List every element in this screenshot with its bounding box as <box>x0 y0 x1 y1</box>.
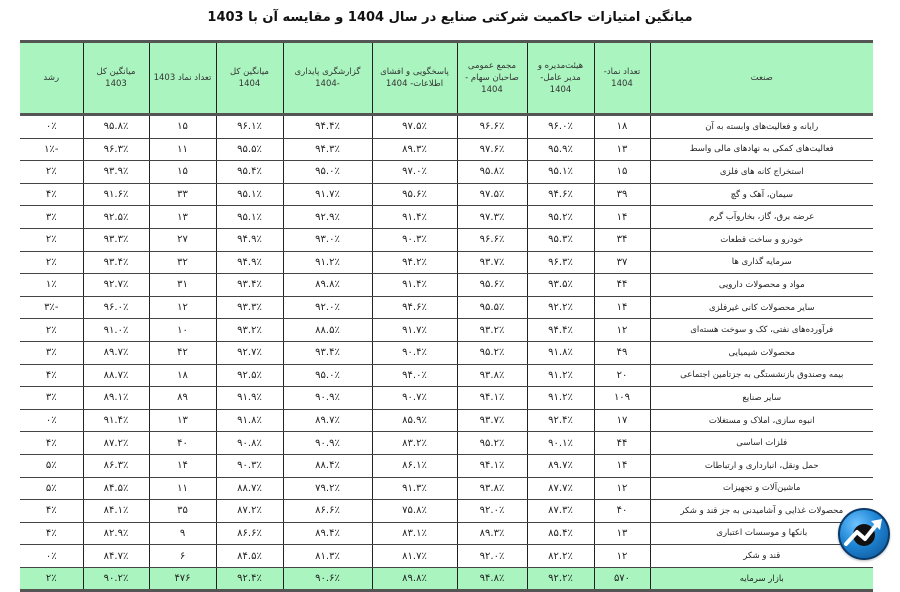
count-1403-cell: ۸۹ <box>149 387 216 410</box>
avg-1403-cell: ۸۴.۷٪ <box>83 545 149 568</box>
growth-cell: ۴٪ <box>20 500 83 523</box>
growth-cell: ۵٪ <box>20 454 83 477</box>
avg-1404-cell: ۸۶.۶٪ <box>216 522 283 545</box>
count-1403-cell: ۲۷ <box>149 228 216 251</box>
avg-1404-cell: ۹۳.۳٪ <box>216 296 283 319</box>
agm-cell: ۹۳.۸٪ <box>457 364 527 387</box>
board-cell: ۹۴.۴٪ <box>527 319 594 342</box>
board-cell: ۹۲.۲٪ <box>527 296 594 319</box>
count-1403-cell: ۱۲ <box>149 296 216 319</box>
table-row <box>20 296 873 319</box>
industry-cell: فلزات اساسی <box>650 432 873 455</box>
count-1403-cell: ۱۱ <box>149 138 216 161</box>
agm-cell: ۹۵.۵٪ <box>457 296 527 319</box>
table-row <box>20 341 873 364</box>
brand-logo <box>838 508 890 560</box>
count-1404-cell: ۴۴ <box>594 274 650 297</box>
table-row <box>20 138 873 161</box>
agm-cell: ۸۹.۳٪ <box>457 522 527 545</box>
disclosure-cell: ۹۰.۴٪ <box>372 341 457 364</box>
table-row <box>20 251 873 274</box>
governance-scores-table <box>20 40 873 592</box>
agm-cell: ۹۵.۲٪ <box>457 341 527 364</box>
table-row <box>20 161 873 184</box>
avg-1404-cell: ۹۴.۹٪ <box>216 251 283 274</box>
count-1403-cell: ۳۲ <box>149 251 216 274</box>
board-cell: ۸۲.۲٪ <box>527 545 594 568</box>
agm-cell: ۹۳.۸٪ <box>457 477 527 500</box>
avg-1404-cell: ۹۲.۴٪ <box>216 567 283 591</box>
board-cell: ۹۵.۹٪ <box>527 138 594 161</box>
avg-1403-cell: ۸۲.۹٪ <box>83 522 149 545</box>
col-count-1404: تعداد نماد- 1404 <box>594 42 650 115</box>
count-1403-cell: ۱۸ <box>149 364 216 387</box>
agm-cell: ۹۷.۶٪ <box>457 138 527 161</box>
industry-cell: حمل ونقل، انبارداری و ارتباطات <box>650 454 873 477</box>
growth-cell: ۰٪ <box>20 115 83 139</box>
avg-1404-cell: ۹۳.۴٪ <box>216 274 283 297</box>
avg-1403-cell: ۹۳.۴٪ <box>83 251 149 274</box>
avg-1403-cell: ۸۶.۳٪ <box>83 454 149 477</box>
avg-1404-cell: ۹۵.۱٪ <box>216 206 283 229</box>
board-cell: ۸۷.۳٪ <box>527 500 594 523</box>
avg-1403-cell: ۹۵.۸٪ <box>83 115 149 139</box>
sustainability-cell: ۹۳.۴٪ <box>283 341 372 364</box>
growth-cell: ۰٪ <box>20 409 83 432</box>
sustainability-cell: ۸۹.۸٪ <box>283 274 372 297</box>
table-row <box>20 364 873 387</box>
col-avg-1404: میانگین کل 1404 <box>216 42 283 115</box>
disclosure-cell: ۸۱.۷٪ <box>372 545 457 568</box>
industry-cell: مواد و محصولات دارویی <box>650 274 873 297</box>
col-agm-1404: مجمع عمومی صاحبان سهام - 1404 <box>457 42 527 115</box>
avg-1404-cell: ۸۴.۵٪ <box>216 545 283 568</box>
avg-1403-cell: ۹۶.۰٪ <box>83 296 149 319</box>
growth-cell: ۲٪ <box>20 567 83 591</box>
avg-1404-cell: ۸۷.۲٪ <box>216 500 283 523</box>
table-row <box>20 274 873 297</box>
agm-cell: ۹۲.۰٪ <box>457 545 527 568</box>
avg-1404-cell: ۹۶.۱٪ <box>216 115 283 139</box>
trend-up-arrow-icon <box>840 510 888 558</box>
avg-1403-cell: ۸۷.۲٪ <box>83 432 149 455</box>
agm-cell: ۹۴.۱٪ <box>457 387 527 410</box>
disclosure-cell: ۹۱.۴٪ <box>372 274 457 297</box>
agm-cell: ۹۵.۲٪ <box>457 432 527 455</box>
disclosure-cell: ۹۵.۶٪ <box>372 183 457 206</box>
disclosure-cell: ۹۴.۶٪ <box>372 296 457 319</box>
count-1403-cell: ۳۱ <box>149 274 216 297</box>
table-row <box>20 522 873 545</box>
count-1404-cell: ۴۴ <box>594 432 650 455</box>
growth-cell: ۲٪ <box>20 319 83 342</box>
board-cell: ۹۲.۴٪ <box>527 409 594 432</box>
disclosure-cell: ۸۳.۱٪ <box>372 522 457 545</box>
growth-cell: ۳٪ <box>20 341 83 364</box>
sustainability-cell: ۸۱.۳٪ <box>283 545 372 568</box>
industry-cell: ماشین‌آلات و تجهیزات <box>650 477 873 500</box>
avg-1404-cell: ۹۵.۵٪ <box>216 138 283 161</box>
table-row <box>20 454 873 477</box>
count-1403-cell: ۳۳ <box>149 183 216 206</box>
industry-cell: خودرو و ساخت قطعات <box>650 228 873 251</box>
disclosure-cell: ۸۳.۲٪ <box>372 432 457 455</box>
board-cell: ۹۵.۲٪ <box>527 206 594 229</box>
board-cell: ۹۶.۳٪ <box>527 251 594 274</box>
count-1403-cell: ۱۵ <box>149 115 216 139</box>
disclosure-cell: ۷۵.۸٪ <box>372 500 457 523</box>
disclosure-cell: ۸۵.۹٪ <box>372 409 457 432</box>
agm-cell: ۹۳.۷٪ <box>457 409 527 432</box>
count-1404-cell: ۱۵ <box>594 161 650 184</box>
disclosure-cell: ۹۷.۵٪ <box>372 115 457 139</box>
growth-cell: ۴٪ <box>20 522 83 545</box>
count-1404-cell: ۱۲ <box>594 545 650 568</box>
avg-1403-cell: ۹۰.۲٪ <box>83 567 149 591</box>
agm-cell: ۹۷.۵٪ <box>457 183 527 206</box>
industry-cell: بانکها و موسسات اعتباری <box>650 522 873 545</box>
avg-1404-cell: ۹۰.۸٪ <box>216 432 283 455</box>
count-1404-cell: ۱۰۹ <box>594 387 650 410</box>
agm-cell: ۹۵.۸٪ <box>457 161 527 184</box>
board-cell: ۹۳.۵٪ <box>527 274 594 297</box>
avg-1403-cell: ۹۲.۷٪ <box>83 274 149 297</box>
board-cell: ۹۶.۰٪ <box>527 115 594 139</box>
table-row <box>20 500 873 523</box>
total-row <box>20 567 873 591</box>
avg-1404-cell: ۹۱.۸٪ <box>216 409 283 432</box>
sustainability-cell: ۸۹.۷٪ <box>283 409 372 432</box>
industry-cell: رایانه و فعالیت‌های وابسته به آن <box>650 115 873 139</box>
industry-cell: استخراج کانه های فلزی <box>650 161 873 184</box>
col-board-1404: هیئت‌مدیره و مدیر عامل- 1404 <box>527 42 594 115</box>
avg-1403-cell: ۸۹.۷٪ <box>83 341 149 364</box>
sustainability-cell: ۹۳.۰٪ <box>283 228 372 251</box>
industry-cell: انبوه سازی، املاک و مستغلات <box>650 409 873 432</box>
avg-1404-cell: ۹۱.۹٪ <box>216 387 283 410</box>
table-row <box>20 206 873 229</box>
sustainability-cell: ۹۵.۰٪ <box>283 161 372 184</box>
agm-cell: ۹۵.۶٪ <box>457 274 527 297</box>
growth-cell: -۱٪ <box>20 138 83 161</box>
page-title: میانگین امتیازات حاکمیت شرکتی صنایع در سال 1404 و مقایسه آن با 1403 <box>207 10 693 25</box>
agm-cell: ۹۶.۶٪ <box>457 228 527 251</box>
board-cell: ۹۴.۶٪ <box>527 183 594 206</box>
industry-cell: سایر صنایع <box>650 387 873 410</box>
count-1403-cell: ۱۱ <box>149 477 216 500</box>
table-row <box>20 409 873 432</box>
col-growth: رشد <box>20 42 83 115</box>
header-row <box>20 42 873 115</box>
industry-cell: سیمان، آهک و گچ <box>650 183 873 206</box>
table-row <box>20 319 873 342</box>
board-cell: ۹۰.۱٪ <box>527 432 594 455</box>
count-1404-cell: ۳۹ <box>594 183 650 206</box>
board-cell: ۹۱.۲٪ <box>527 364 594 387</box>
sustainability-cell: ۹۲.۹٪ <box>283 206 372 229</box>
sustainability-cell: ۹۱.۲٪ <box>283 251 372 274</box>
board-cell: ۹۲.۲٪ <box>527 567 594 591</box>
count-1403-cell: ۳۵ <box>149 500 216 523</box>
avg-1403-cell: ۹۱.۰٪ <box>83 319 149 342</box>
count-1403-cell: ۱۳ <box>149 409 216 432</box>
agm-cell: ۹۶.۶٪ <box>457 115 527 139</box>
avg-1404-cell: ۹۲.۷٪ <box>216 341 283 364</box>
table-row <box>20 477 873 500</box>
growth-cell: ۰٪ <box>20 545 83 568</box>
avg-1403-cell: ۸۹.۱٪ <box>83 387 149 410</box>
count-1404-cell: ۱۳ <box>594 138 650 161</box>
count-1404-cell: ۱۴ <box>594 296 650 319</box>
agm-cell: ۹۳.۷٪ <box>457 251 527 274</box>
avg-1403-cell: ۸۴.۵٪ <box>83 477 149 500</box>
avg-1404-cell: ۹۲.۵٪ <box>216 364 283 387</box>
sustainability-cell: ۹۰.۹٪ <box>283 387 372 410</box>
sustainability-cell: ۹۵.۰٪ <box>283 364 372 387</box>
board-cell: ۹۱.۲٪ <box>527 387 594 410</box>
board-cell: ۸۷.۷٪ <box>527 477 594 500</box>
industry-cell: فعالیت‌های کمکی به نهادهای مالی واسط <box>650 138 873 161</box>
board-cell: ۹۵.۱٪ <box>527 161 594 184</box>
disclosure-cell: ۸۶.۱٪ <box>372 454 457 477</box>
count-1403-cell: ۴۷۶ <box>149 567 216 591</box>
disclosure-cell: ۹۰.۳٪ <box>372 228 457 251</box>
industry-cell: محصولات غذایی و آشامیدنی به جز قند و شکر <box>650 500 873 523</box>
avg-1404-cell: ۹۴.۹٪ <box>216 228 283 251</box>
growth-cell: ۴٪ <box>20 432 83 455</box>
avg-1404-cell: ۹۵.۱٪ <box>216 183 283 206</box>
col-avg-1403: میانگین کل 1403 <box>83 42 149 115</box>
disclosure-cell: ۹۱.۳٪ <box>372 477 457 500</box>
sustainability-cell: ۹۲.۰٪ <box>283 296 372 319</box>
agm-cell: ۹۴.۸٪ <box>457 567 527 591</box>
sustainability-cell: ۹۴.۳٪ <box>283 138 372 161</box>
disclosure-cell: ۹۰.۷٪ <box>372 387 457 410</box>
industry-cell: بازار سرمایه <box>650 567 873 591</box>
count-1403-cell: ۶ <box>149 545 216 568</box>
agm-cell: ۹۷.۳٪ <box>457 206 527 229</box>
growth-cell: ۴٪ <box>20 183 83 206</box>
count-1404-cell: ۴۰ <box>594 500 650 523</box>
count-1404-cell: ۱۸ <box>594 115 650 139</box>
disclosure-cell: ۸۹.۳٪ <box>372 138 457 161</box>
growth-cell: ۲٪ <box>20 251 83 274</box>
growth-cell: ۳٪ <box>20 206 83 229</box>
agm-cell: ۹۲.۰٪ <box>457 500 527 523</box>
count-1403-cell: ۱۰ <box>149 319 216 342</box>
sustainability-cell: ۹۰.۶٪ <box>283 567 372 591</box>
avg-1403-cell: ۹۶.۳٪ <box>83 138 149 161</box>
board-cell: ۸۵.۴٪ <box>527 522 594 545</box>
col-disclosure-1404: پاسخگویی و افشای اطلاعات- 1404 <box>372 42 457 115</box>
count-1404-cell: ۴۹ <box>594 341 650 364</box>
industry-cell: قند و شکر <box>650 545 873 568</box>
avg-1403-cell: ۸۴.۱٪ <box>83 500 149 523</box>
sustainability-cell: ۹۴.۴٪ <box>283 115 372 139</box>
col-sustainability-1404: گزارشگری پایداری -1404 <box>283 42 372 115</box>
col-industry: صنعت <box>650 42 873 115</box>
avg-1404-cell: ۸۸.۷٪ <box>216 477 283 500</box>
avg-1403-cell: ۸۸.۷٪ <box>83 364 149 387</box>
industry-cell: بیمه وصندوق بازنشستگی به جزتامین اجتماعی <box>650 364 873 387</box>
count-1404-cell: ۱۷ <box>594 409 650 432</box>
count-1403-cell: ۹ <box>149 522 216 545</box>
count-1403-cell: ۴۲ <box>149 341 216 364</box>
growth-cell: ۵٪ <box>20 477 83 500</box>
sustainability-cell: ۸۸.۵٪ <box>283 319 372 342</box>
avg-1403-cell: ۹۳.۹٪ <box>83 161 149 184</box>
disclosure-cell: ۹۴.۲٪ <box>372 251 457 274</box>
count-1404-cell: ۳۷ <box>594 251 650 274</box>
count-1404-cell: ۲۰ <box>594 364 650 387</box>
count-1404-cell: ۱۲ <box>594 477 650 500</box>
growth-cell: ۱٪ <box>20 274 83 297</box>
sustainability-cell: ۸۸.۴٪ <box>283 454 372 477</box>
avg-1403-cell: ۹۱.۴٪ <box>83 409 149 432</box>
industry-cell: فرآورده‌های نفتی، کک و سوخت هسته‌ای <box>650 319 873 342</box>
growth-cell: ۳٪ <box>20 387 83 410</box>
avg-1403-cell: ۹۲.۵٪ <box>83 206 149 229</box>
disclosure-cell: ۸۹.۸٪ <box>372 567 457 591</box>
sustainability-cell: ۸۹.۴٪ <box>283 522 372 545</box>
count-1404-cell: ۳۴ <box>594 228 650 251</box>
count-1404-cell: ۱۴ <box>594 206 650 229</box>
avg-1403-cell: ۹۱.۶٪ <box>83 183 149 206</box>
growth-cell: -۳٪ <box>20 296 83 319</box>
sustainability-cell: ۹۱.۷٪ <box>283 183 372 206</box>
count-1404-cell: ۱۳ <box>594 522 650 545</box>
agm-cell: ۹۳.۲٪ <box>457 319 527 342</box>
disclosure-cell: ۹۱.۷٪ <box>372 319 457 342</box>
board-cell: ۸۹.۷٪ <box>527 454 594 477</box>
agm-cell: ۹۴.۱٪ <box>457 454 527 477</box>
count-1404-cell: ۵۷۰ <box>594 567 650 591</box>
count-1404-cell: ۱۲ <box>594 319 650 342</box>
table-row <box>20 183 873 206</box>
sustainability-cell: ۷۹.۲٪ <box>283 477 372 500</box>
sustainability-cell: ۹۰.۹٪ <box>283 432 372 455</box>
disclosure-cell: ۹۱.۴٪ <box>372 206 457 229</box>
industry-cell: سرمایه گذاری ها <box>650 251 873 274</box>
board-cell: ۹۱.۸٪ <box>527 341 594 364</box>
sustainability-cell: ۸۶.۶٪ <box>283 500 372 523</box>
col-count-1403: تعداد نماد 1403 <box>149 42 216 115</box>
avg-1403-cell: ۹۳.۳٪ <box>83 228 149 251</box>
avg-1404-cell: ۹۳.۲٪ <box>216 319 283 342</box>
growth-cell: ۲٪ <box>20 161 83 184</box>
avg-1404-cell: ۹۰.۳٪ <box>216 454 283 477</box>
industry-cell: سایر محصولات کانی غیرفلزی <box>650 296 873 319</box>
avg-1404-cell: ۹۵.۴٪ <box>216 161 283 184</box>
disclosure-cell: ۹۴.۰٪ <box>372 364 457 387</box>
count-1403-cell: ۴۰ <box>149 432 216 455</box>
table-row <box>20 432 873 455</box>
table-row <box>20 228 873 251</box>
industry-cell: محصولات شیمیایی <box>650 341 873 364</box>
growth-cell: ۴٪ <box>20 364 83 387</box>
table-row <box>20 115 873 139</box>
count-1403-cell: ۱۳ <box>149 206 216 229</box>
industry-cell: عرضه برق، گاز، بخاروآب گرم <box>650 206 873 229</box>
count-1403-cell: ۱۴ <box>149 454 216 477</box>
table-row <box>20 387 873 410</box>
board-cell: ۹۵.۳٪ <box>527 228 594 251</box>
growth-cell: ۲٪ <box>20 228 83 251</box>
count-1403-cell: ۱۵ <box>149 161 216 184</box>
disclosure-cell: ۹۷.۰٪ <box>372 161 457 184</box>
count-1404-cell: ۱۴ <box>594 454 650 477</box>
table-row <box>20 545 873 568</box>
